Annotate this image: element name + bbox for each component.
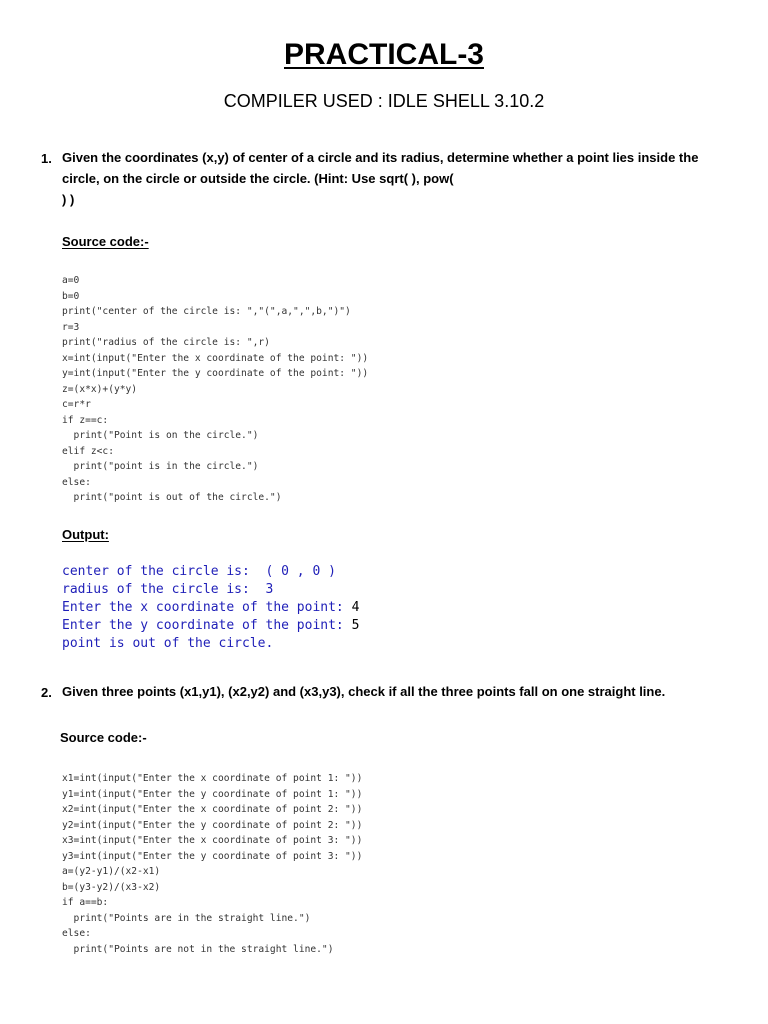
output-user-input: 4 (351, 600, 360, 615)
output-prompt: Enter the x coordinate of the point: (62, 600, 352, 615)
code-line: x3=int(input("Enter the x coordinate of point 3: ")) (62, 835, 363, 846)
output-line (62, 563, 359, 581)
code-line: else: (62, 928, 91, 939)
code-line: elif z<c: (62, 445, 114, 457)
code-line: if a==b: (62, 897, 109, 908)
output-line (62, 599, 359, 617)
page-title: PRACTICAL-3 (284, 38, 484, 71)
code-line: else: (62, 476, 91, 488)
question-2-text (62, 681, 665, 702)
question-2-number: 2. (41, 685, 52, 700)
code-line: y=int(input("Enter the y coordinate of the point: ")) (62, 368, 369, 379)
output-line (62, 581, 359, 599)
output-line (62, 635, 359, 653)
code-line: x=int(input("Enter the x coordinate of the point: ")) (62, 352, 369, 364)
code-line: b=0 (62, 290, 80, 302)
code-line: y1=int(input("Enter the y coordinate of point 1: ")) (62, 788, 363, 800)
code-line: r=3 (62, 321, 80, 333)
code-line: x2=int(input("Enter the x coordinate of point 2: ")) (62, 804, 363, 815)
code-line: print("point is in the circle.") (62, 461, 259, 472)
code-line: c=r*r (62, 399, 91, 410)
question-2-source-code (62, 771, 362, 957)
code-line: y2=int(input("Enter the y coordinate of point 2: ")) (62, 819, 363, 831)
question-1-number: 1. (41, 151, 52, 166)
question-1-text-line: Given the coordinates (x,y) of center of a circle and its radius, determine whether a point lies inside the (62, 150, 699, 165)
question-1-output (62, 563, 359, 653)
output-prompt: point is out of the circle. (62, 636, 274, 651)
output-prompt: Enter the y coordinate of the point: (62, 618, 352, 633)
question-2-source-label: Source code:- (60, 730, 147, 745)
code-line: a=0 (62, 275, 80, 286)
code-line: print("Point is on the circle.") (62, 430, 259, 441)
compiler-subtitle: COMPILER USED : IDLE SHELL 3.10.2 (223, 91, 545, 111)
question-1-output-label: Output: (62, 527, 109, 542)
code-line: y3=int(input("Enter the y coordinate of point 3: ")) (62, 850, 363, 862)
question-1-text-line: circle, on the circle or outside the circle. (Hint: Use sqrt( ), pow( (62, 171, 454, 186)
question-1-source-code (62, 273, 368, 506)
output-line (62, 617, 359, 635)
code-line: print("center of the circle is: ","(",a,",",b,")") (62, 306, 351, 317)
question-2-text-line: Given three points (x1,y1), (x2,y2) and (x3,y3), check if all the three points fall on one straight line. (62, 684, 666, 699)
code-line: if z==c: (62, 414, 109, 426)
code-line: print("Points are not in the straight line.") (62, 943, 334, 955)
code-line: print("point is out of the circle.") (62, 492, 282, 503)
question-1-text-line: ) ) (62, 192, 75, 207)
question-1-source-label: Source code:- (62, 234, 149, 249)
code-line: print("radius of the circle is: ",r) (62, 337, 270, 348)
code-line: b=(y3-y2)/(x3-x2) (62, 881, 161, 893)
code-line: print("Points are in the straight line.") (62, 912, 311, 924)
code-line: z=(x*x)+(y*y) (62, 383, 138, 395)
code-line: x1=int(input("Enter the x coordinate of point 1: ")) (62, 773, 363, 784)
question-1-text (62, 147, 698, 210)
output-prompt: radius of the circle is: 3 (62, 582, 274, 597)
output-prompt: center of the circle is: ( 0 , 0 ) (62, 564, 336, 579)
output-user-input: 5 (351, 618, 360, 633)
code-line: a=(y2-y1)/(x2-x1) (62, 866, 161, 877)
